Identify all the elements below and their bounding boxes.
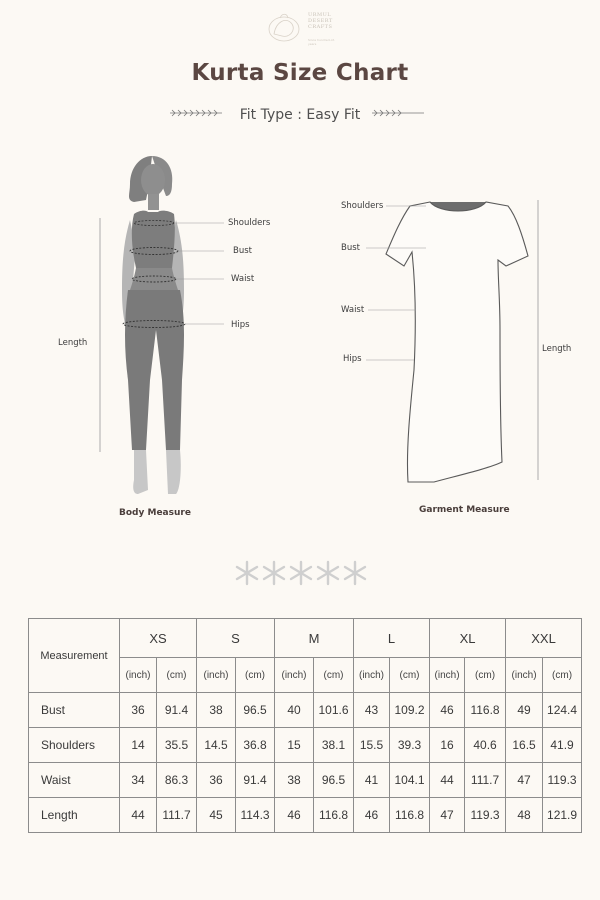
table-cell: 44 xyxy=(120,798,157,833)
size-header-s: S xyxy=(197,619,275,658)
table-cell: 41 xyxy=(354,763,390,798)
page-title: Kurta Size Chart xyxy=(191,60,409,86)
row-label: Length xyxy=(29,798,120,833)
table-cell: 48 xyxy=(506,798,543,833)
table-cell: 47 xyxy=(506,763,543,798)
table-cell: 38 xyxy=(197,693,236,728)
garment-figure-illustration xyxy=(330,190,550,500)
table-cell: 15.5 xyxy=(354,728,390,763)
table-cell: 45 xyxy=(197,798,236,833)
body-label-waist: Waist xyxy=(231,274,255,284)
table-cell: 15 xyxy=(275,728,314,763)
size-header-xl: XL xyxy=(430,619,506,658)
body-label-length: Length xyxy=(58,338,88,348)
table-cell: 38 xyxy=(275,763,314,798)
unit-cm: (cm) xyxy=(157,658,197,693)
table-cell: 14 xyxy=(120,728,157,763)
logo-tagline: Since hundred-of-years xyxy=(308,38,335,46)
table-cell: 124.4 xyxy=(543,693,582,728)
table-cell: 46 xyxy=(430,693,465,728)
table-cell: 14.5 xyxy=(197,728,236,763)
brand-logo xyxy=(262,10,342,46)
table-cell: 40 xyxy=(275,693,314,728)
unit-inch: (inch) xyxy=(197,658,236,693)
table-cell: 34 xyxy=(120,763,157,798)
garment-label-waist: Waist xyxy=(341,305,365,315)
table-cell: 38.1 xyxy=(314,728,354,763)
unit-inch: (inch) xyxy=(430,658,465,693)
size-header-xs: XS xyxy=(120,619,197,658)
table-cell: 101.6 xyxy=(314,693,354,728)
table-cell: 36.8 xyxy=(236,728,275,763)
unit-cm: (cm) xyxy=(314,658,354,693)
size-header-xxl: XXL xyxy=(506,619,582,658)
unit-inch: (inch) xyxy=(506,658,543,693)
table-row xyxy=(29,693,582,728)
unit-inch: (inch) xyxy=(275,658,314,693)
table-cell: 119.3 xyxy=(543,763,582,798)
table-cell: 109.2 xyxy=(390,693,430,728)
size-header-l: L xyxy=(354,619,430,658)
row-label: Bust xyxy=(29,693,120,728)
table-cell: 39.3 xyxy=(390,728,430,763)
table-cell: 40.6 xyxy=(465,728,506,763)
measurement-header: Measurement xyxy=(29,619,120,693)
table-cell: 96.5 xyxy=(236,693,275,728)
table-row xyxy=(29,798,582,833)
garment-label-shoulders: Shoulders xyxy=(341,201,384,211)
table-cell: 36 xyxy=(197,763,236,798)
table-cell: 116.8 xyxy=(314,798,354,833)
logo-wordmark: URMUL DESERT CRAFTS xyxy=(308,12,333,31)
body-label-bust: Bust xyxy=(233,246,252,256)
arrow-decoration-right-icon xyxy=(372,107,424,119)
table-cell: 114.3 xyxy=(236,798,275,833)
logo-mark-icon xyxy=(262,10,306,44)
table-cell: 47 xyxy=(430,798,465,833)
size-header-m: M xyxy=(275,619,354,658)
table-cell: 41.9 xyxy=(543,728,582,763)
table-cell: 46 xyxy=(275,798,314,833)
size-chart-table xyxy=(28,618,582,833)
table-cell: 116.8 xyxy=(390,798,430,833)
body-measure-caption: Body Measure xyxy=(119,508,191,518)
table-cell: 46 xyxy=(354,798,390,833)
unit-cm: (cm) xyxy=(236,658,275,693)
table-cell: 104.1 xyxy=(390,763,430,798)
unit-inch: (inch) xyxy=(354,658,390,693)
table-row xyxy=(29,728,582,763)
body-label-shoulders: Shoulders xyxy=(228,218,271,228)
body-label-hips: Hips xyxy=(231,320,250,330)
unit-inch: (inch) xyxy=(120,658,157,693)
table-cell: 43 xyxy=(354,693,390,728)
table-cell: 91.4 xyxy=(157,693,197,728)
table-cell: 16 xyxy=(430,728,465,763)
garment-label-length: Length xyxy=(542,344,572,354)
fit-type-subtitle: Fit Type : Easy Fit xyxy=(239,107,361,123)
table-cell: 96.5 xyxy=(314,763,354,798)
unit-cm: (cm) xyxy=(465,658,506,693)
table-cell: 116.8 xyxy=(465,693,506,728)
table-cell: 91.4 xyxy=(236,763,275,798)
table-cell: 49 xyxy=(506,693,543,728)
table-cell: 121.9 xyxy=(543,798,582,833)
size-header-row xyxy=(29,619,582,658)
unit-cm: (cm) xyxy=(543,658,582,693)
table-row xyxy=(29,763,582,798)
body-figure-illustration xyxy=(90,150,290,500)
table-cell: 35.5 xyxy=(157,728,197,763)
row-label: Waist xyxy=(29,763,120,798)
unit-cm: (cm) xyxy=(390,658,430,693)
garment-label-bust: Bust xyxy=(341,243,360,253)
table-cell: 86.3 xyxy=(157,763,197,798)
table-cell: 36 xyxy=(120,693,157,728)
table-cell: 119.3 xyxy=(465,798,506,833)
table-cell: 16.5 xyxy=(506,728,543,763)
table-cell: 44 xyxy=(430,763,465,798)
row-label: Shoulders xyxy=(29,728,120,763)
star-divider-icon xyxy=(233,556,367,590)
garment-measure-caption: Garment Measure xyxy=(419,505,510,515)
garment-label-hips: Hips xyxy=(343,354,362,364)
table-cell: 111.7 xyxy=(157,798,197,833)
table-cell: 111.7 xyxy=(465,763,506,798)
